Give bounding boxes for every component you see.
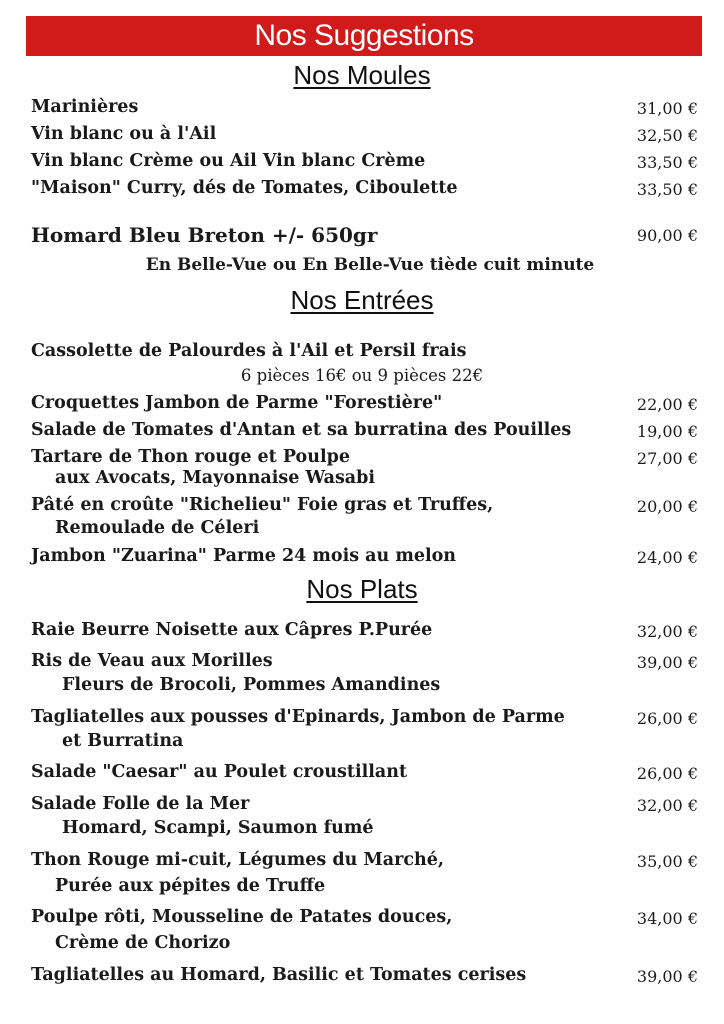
- menu-item-price: 32,00 €: [636, 622, 698, 641]
- section-title-moules: Nos Moules: [293, 60, 431, 90]
- menu-item-description: Remoulade de Céleri: [55, 518, 260, 538]
- menu-item-name: Thon Rouge mi-cuit, Légumes du Marché,: [31, 850, 444, 870]
- section-title-plats: Nos Plats: [306, 574, 418, 604]
- menu-item-price: 27,00 €: [636, 449, 698, 468]
- menu-item-price: 20,00 €: [636, 497, 698, 516]
- menu-item-price: 34,00 €: [636, 909, 698, 928]
- menu-item-name: Marinières: [31, 97, 139, 117]
- menu-item-name: Vin blanc Crème ou Ail Vin blanc Crème: [31, 151, 426, 171]
- menu-item-name: Salade "Caesar" au Poulet croustillant: [31, 762, 408, 782]
- menu-item-price: 24,00 €: [636, 548, 698, 567]
- menu-item-name: Poulpe rôti, Mousseline de Patates douces,: [31, 907, 453, 927]
- homard-item-price: 90,00 €: [636, 226, 698, 245]
- menu-item-price: 31,00 €: [636, 99, 698, 118]
- homard-item-description: En Belle-Vue ou En Belle-Vue tiède cuit minute: [145, 255, 595, 275]
- menu-item-price: 22,00 €: [636, 395, 698, 414]
- menu-item-price: 26,00 €: [636, 764, 698, 783]
- menu-item-name: Pâté en croûte "Richelieu" Foie gras et Truffes,: [31, 495, 494, 515]
- menu-item-price: 19,00 €: [636, 422, 698, 441]
- menu-item-description: Crème de Chorizo: [55, 933, 231, 953]
- menu-item-name: Salade de Tomates d'Antan et sa burratina des Pouilles: [31, 420, 572, 440]
- menu-item-name: Jambon "Zuarina" Parme 24 mois au melon: [31, 546, 457, 566]
- menu-item-description: Fleurs de Brocoli, Pommes Amandines: [62, 675, 441, 695]
- homard-item-name: Homard Bleu Breton +/- 650gr: [31, 223, 378, 247]
- menu-item-name: Ris de Veau aux Morilles: [31, 651, 273, 671]
- menu-title-banner: Nos Suggestions: [26, 16, 702, 56]
- menu-item-price: 26,00 €: [636, 709, 698, 728]
- menu-item-price: 32,50 €: [636, 126, 698, 145]
- menu-item-name: Vin blanc ou à l'Ail: [31, 124, 217, 144]
- menu-item-description: Purée aux pépites de Truffe: [55, 876, 326, 896]
- menu-item-description: et Burratina: [62, 731, 184, 751]
- menu-item-price: 33,50 €: [636, 153, 698, 172]
- menu-item-pricing-options: 6 pièces 16€ ou 9 pièces 22€: [240, 366, 484, 385]
- menu-item-description: Homard, Scampi, Saumon fumé: [62, 818, 374, 838]
- menu-item-name: Tartare de Thon rouge et Poulpe: [31, 447, 350, 467]
- menu-item-name: Tagliatelles aux pousses d'Epinards, Jambon de Parme: [31, 707, 565, 727]
- menu-item-name: Croquettes Jambon de Parme "Forestière": [31, 393, 443, 413]
- menu-item-price: 32,00 €: [636, 796, 698, 815]
- menu-item-price: 35,00 €: [636, 852, 698, 871]
- menu-item-name: Cassolette de Palourdes à l'Ail et Persil frais: [31, 341, 467, 361]
- section-title-entrees: Nos Entrées: [290, 285, 434, 315]
- menu-item-price: 39,00 €: [636, 967, 698, 986]
- menu-item-name: Salade Folle de la Mer: [31, 794, 250, 814]
- menu-item-name: Raie Beurre Noisette aux Câpres P.Purée: [31, 620, 433, 640]
- menu-item-price: 39,00 €: [636, 653, 698, 672]
- menu-item-name: Tagliatelles au Homard, Basilic et Tomates cerises: [31, 965, 527, 985]
- menu-item-name: "Maison" Curry, dés de Tomates, Ciboulette: [31, 178, 458, 198]
- menu-item-description: aux Avocats, Mayonnaise Wasabi: [55, 468, 376, 488]
- menu-item-price: 33,50 €: [636, 180, 698, 199]
